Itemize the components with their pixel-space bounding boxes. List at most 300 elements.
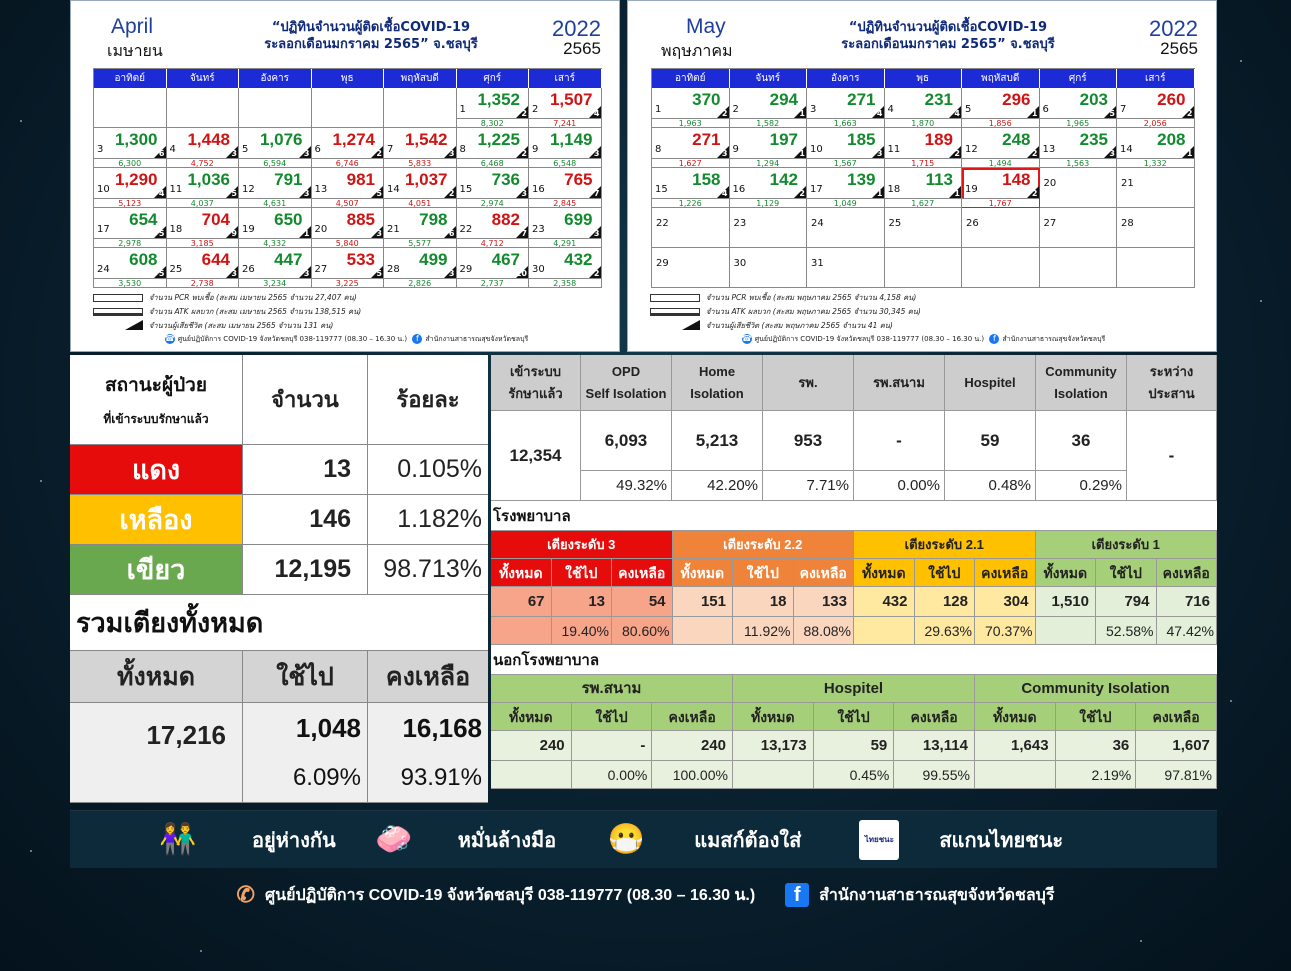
treat-percent: 42.20% xyxy=(672,471,763,501)
bed-sub-header: คงเหลือ xyxy=(1157,559,1218,587)
atk-count: 4,752 xyxy=(167,158,239,167)
treat-value: 6,093 xyxy=(581,411,672,471)
calendar-day xyxy=(652,168,730,208)
death-count: 1 xyxy=(799,109,805,118)
treat-header-line1: เข้าระบบ xyxy=(509,363,562,379)
calendar-day xyxy=(962,88,1040,128)
pcr-count: 113 xyxy=(925,170,953,189)
treat-percent: 0.29% xyxy=(1036,471,1127,501)
death-count: 4 xyxy=(954,109,960,118)
day-number: 5 xyxy=(965,104,972,115)
face-mask-icon: 😷 xyxy=(607,823,645,856)
bed-value: 54 xyxy=(612,587,673,617)
beds-header-used: ใช้ไป xyxy=(243,651,368,703)
banner-label-handwash: หมั่นล้างมือ xyxy=(457,829,557,852)
day-number: 26 xyxy=(242,264,255,275)
day-number: 3 xyxy=(810,104,817,115)
day-number: 2 xyxy=(732,104,739,115)
outside-value: 240 xyxy=(652,731,733,761)
day-number: 9 xyxy=(532,144,539,155)
treat-header-line1: ระหว่าง xyxy=(1149,363,1194,379)
death-count: 2 xyxy=(1031,149,1038,158)
status-percent: 0.105% xyxy=(368,445,488,495)
weekday-header: อังคาร xyxy=(239,69,312,88)
calendar-day xyxy=(1117,128,1195,168)
status-label: เขียว xyxy=(70,545,243,595)
atk-count: 1,715 xyxy=(885,158,962,167)
beds-header-total: ทั้งหมด xyxy=(70,651,243,703)
contact-facebook[interactable]: สำนักงานสาธารณสุขจังหวัดชลบุรี xyxy=(819,886,1055,904)
facebook-icon: f xyxy=(412,334,422,344)
calendar-day xyxy=(807,208,885,248)
pcr-count: 148 xyxy=(1002,170,1031,189)
calendar-day xyxy=(807,128,885,168)
april-calendar xyxy=(70,0,620,352)
atk-count: 2,358 xyxy=(529,278,601,287)
pcr-count: 1,076 xyxy=(259,130,303,149)
weekday-header: เสาร์ xyxy=(1117,69,1195,88)
atk-count: 1,627 xyxy=(885,198,962,207)
calendar-week xyxy=(652,88,1195,128)
pcr-count: 981 xyxy=(346,170,375,189)
atk-count: 1,963 xyxy=(652,118,729,127)
death-count: 3 xyxy=(876,149,883,158)
pcr-count: 650 xyxy=(274,210,303,229)
day-number: 10 xyxy=(810,144,823,155)
bed-sub-header: ทั้งหมด xyxy=(1036,559,1097,587)
atk-count: 1,563 xyxy=(1040,158,1117,167)
pcr-count: 1,290 xyxy=(114,170,158,189)
calendar-day xyxy=(384,208,457,248)
calendar-day xyxy=(457,208,530,248)
pcr-count: 798 xyxy=(419,210,448,229)
atk-count: 4,507 xyxy=(312,198,384,207)
outside-value: 36 xyxy=(1056,731,1137,761)
status-row xyxy=(70,445,488,495)
death-count: 3 xyxy=(1109,149,1115,158)
death-count: 1 xyxy=(303,229,310,238)
treat-percent xyxy=(1127,471,1217,501)
bed-value: 794 xyxy=(1096,587,1157,617)
treat-header xyxy=(945,355,1036,411)
death-count: 6 xyxy=(448,229,455,238)
treat-percent: 0.00% xyxy=(854,471,945,501)
atk-count: 7,241 xyxy=(529,118,601,127)
pcr-count: 467 xyxy=(491,250,520,269)
atk-count: 2,737 xyxy=(457,278,529,287)
day-number: 2 xyxy=(532,104,539,115)
treat-header-line1: Community xyxy=(1045,363,1117,379)
treat-value: 953 xyxy=(763,411,854,471)
treat-header-line2: ประสาน xyxy=(1148,385,1195,401)
calendar-day xyxy=(652,208,730,248)
phone-icon: ✆ xyxy=(236,882,255,907)
calendar-day xyxy=(384,128,457,168)
may-calendar xyxy=(627,0,1217,352)
outside-percent: 99.55% xyxy=(894,761,975,789)
death-count: 3 xyxy=(521,189,527,198)
pcr-count: 704 xyxy=(201,210,230,229)
calendar-day xyxy=(652,248,730,288)
atk-count: 2,974 xyxy=(457,198,529,207)
pcr-count: 1,352 xyxy=(477,90,520,109)
bed-sub-header: คงเหลือ xyxy=(612,559,673,587)
day-number: 23 xyxy=(532,224,545,235)
death-count: 2 xyxy=(448,189,455,198)
atk-count: 4,332 xyxy=(239,238,311,247)
death-count: 4 xyxy=(593,109,600,118)
bed-percent xyxy=(854,617,915,645)
calendar-day xyxy=(529,88,602,128)
outside-percent xyxy=(491,761,572,789)
pcr-count: 736 xyxy=(491,170,520,189)
day-number: 24 xyxy=(811,218,824,229)
pcr-count: 1,542 xyxy=(404,130,448,149)
pcr-count: 791 xyxy=(274,170,303,189)
calendar-week xyxy=(652,248,1195,288)
pcr-count: 533 xyxy=(346,250,375,269)
treat-value: 59 xyxy=(945,411,1036,471)
atk-count: 1,294 xyxy=(730,158,807,167)
atk-count: 4,631 xyxy=(239,198,311,207)
day-number: 30 xyxy=(733,258,747,269)
death-count: 10 xyxy=(515,269,527,278)
pcr-count: 271 xyxy=(692,130,721,149)
death-count: 2 xyxy=(521,109,527,118)
calendar-day xyxy=(962,168,1040,208)
patient-status-table xyxy=(70,355,488,803)
legend-atk: จำนวน ATK ผลบวก (สะสม เมษายน 2565 จำนวน 138,515 คน) xyxy=(93,306,361,318)
death-count: 3 xyxy=(448,149,455,158)
treat-header-line2: Self Isolation xyxy=(585,385,667,401)
calendar-day xyxy=(167,168,240,208)
outside-value: 1,643 xyxy=(975,731,1056,761)
calendar-week xyxy=(652,208,1195,248)
death-count: 5 xyxy=(376,269,382,278)
year: 2022 xyxy=(1149,16,1198,41)
day-number: 27 xyxy=(1043,218,1057,229)
calendar-week xyxy=(94,88,602,128)
atk-count: 6,594 xyxy=(239,158,311,167)
calendar-day xyxy=(239,128,312,168)
calendar-week xyxy=(94,208,602,248)
outside-value: 240 xyxy=(491,731,572,761)
bed-percent: 19.40% xyxy=(552,617,613,645)
day-number: 1 xyxy=(459,104,466,115)
calendar-day xyxy=(312,128,385,168)
pcr-count: 885 xyxy=(346,210,375,229)
death-count: 9 xyxy=(231,229,237,238)
bed-level-header: เตียงระดับ 3 xyxy=(491,531,673,559)
death-count: 6 xyxy=(158,149,165,158)
pcr-count: 1,036 xyxy=(187,170,230,189)
death-count: 3 xyxy=(231,149,237,158)
calendar-title: “ปฏิทินจำนวนผู้ติดเชื้อCOVID-19 ระลอกเดือนมกราคม 2565” จ.ชลบุรี xyxy=(264,20,478,52)
bed-value: 151 xyxy=(673,587,734,617)
calendar-day xyxy=(885,128,963,168)
atk-count: 5,577 xyxy=(384,238,456,247)
outside-sub-header: คงเหลือ xyxy=(894,703,975,731)
death-count: 3 xyxy=(721,149,728,158)
calendar-day xyxy=(384,248,457,288)
bed-percent: 11.92% xyxy=(733,617,794,645)
weekday-header: พุธ xyxy=(885,69,963,88)
bed-percent xyxy=(673,617,734,645)
death-count: 5 xyxy=(376,189,382,198)
death-count: 1 xyxy=(799,149,805,158)
calendar-day xyxy=(730,128,808,168)
pcr-count: 231 xyxy=(924,90,953,109)
treat-header-line2: Isolation xyxy=(1054,385,1108,401)
pcr-count: 1,448 xyxy=(187,130,230,149)
calendar-day xyxy=(384,88,457,128)
day-number: 10 xyxy=(97,184,110,195)
day-number: 15 xyxy=(459,184,473,195)
atk-count: 6,300 xyxy=(94,158,166,167)
facebook-icon[interactable]: f xyxy=(785,883,809,907)
calendar-day xyxy=(529,248,602,288)
death-count: 2 xyxy=(376,149,382,158)
treat-header xyxy=(854,355,945,411)
outside-percent: 0.00% xyxy=(572,761,653,789)
beds-remaining-value: 16,168 xyxy=(402,713,482,743)
pcr-count: 185 xyxy=(847,130,876,149)
beds-used-pct: 6.09% xyxy=(292,764,361,791)
calendar-day xyxy=(962,128,1040,168)
day-number: 27 xyxy=(314,264,328,275)
status-count: 146 xyxy=(243,495,368,545)
calendar-day xyxy=(652,128,730,168)
header-count: จำนวน xyxy=(243,355,368,445)
day-number: 23 xyxy=(733,218,747,229)
outside-group-header: รพ.สนาม xyxy=(491,675,733,703)
bed-level-header: เตียงระดับ 2.1 xyxy=(854,531,1036,559)
banner-label-mask: แมสก์ต้องใส่ xyxy=(694,829,802,852)
bed-percent: 88.08% xyxy=(794,617,855,645)
legend-pcr: จำนวน PCR พบเชื้อ (สะสม พฤษภาคม 2565 จำนวน 4,158 คน) xyxy=(650,292,916,304)
calendar-day xyxy=(529,128,602,168)
calendar-grid xyxy=(651,68,1195,288)
calendar-day xyxy=(1117,88,1195,128)
bed-sub-header: คงเหลือ xyxy=(794,559,855,587)
day-number: 14 xyxy=(387,184,400,195)
death-count: 2 xyxy=(721,109,728,118)
treat-header xyxy=(1036,355,1127,411)
outside-percent: 100.00% xyxy=(652,761,733,789)
status-row xyxy=(70,495,488,545)
social-distance-icon: 👫 xyxy=(159,823,197,856)
treat-header xyxy=(581,355,672,411)
calendar-day xyxy=(807,88,885,128)
weekday-header-row xyxy=(652,69,1195,88)
calendar-day xyxy=(312,248,385,288)
atk-count: 4,291 xyxy=(529,238,601,247)
pcr-count: 1,149 xyxy=(549,130,593,149)
contact-phone: ศูนย์ปฏิบัติการ COVID-19 จังหวัดชลบุรี 038-119777 (08.30 – 16.30 น.) xyxy=(264,886,756,904)
death-count: 1 xyxy=(1031,109,1038,118)
outside-sub-header: ทั้งหมด xyxy=(491,703,572,731)
year: 2022 xyxy=(552,16,601,41)
atk-count: 1,870 xyxy=(885,118,962,127)
calendar-day xyxy=(312,208,385,248)
treat-percent: 7.71% xyxy=(763,471,854,501)
treat-header-line2: รักษาแล้ว xyxy=(508,385,563,401)
day-number: 9 xyxy=(732,144,739,155)
pcr-count: 296 xyxy=(1002,90,1031,109)
outside-sub-header: ใช้ไป xyxy=(1056,703,1137,731)
calendar-day xyxy=(652,88,730,128)
bed-percent: 47.42% xyxy=(1157,617,1218,645)
pcr-count: 1,507 xyxy=(549,90,593,109)
calendar-day xyxy=(167,248,240,288)
treat-header-line2: Isolation xyxy=(690,385,744,401)
bed-value: 18 xyxy=(733,587,794,617)
atk-count: 6,746 xyxy=(312,158,384,167)
treat-header xyxy=(491,355,581,411)
calendar-day xyxy=(94,248,167,288)
day-number: 11 xyxy=(887,144,901,155)
day-number: 8 xyxy=(655,144,662,155)
status-label: แดง xyxy=(70,445,243,495)
bed-sub-header: ใช้ไป xyxy=(552,559,613,587)
atk-count: 1,226 xyxy=(652,198,729,207)
atk-count: 5,833 xyxy=(384,158,456,167)
beds-total-value: 17,216 xyxy=(146,720,226,750)
pcr-count: 260 xyxy=(1157,90,1186,109)
death-count: 4 xyxy=(876,109,883,118)
day-number: 11 xyxy=(169,184,183,195)
pcr-count: 432 xyxy=(564,250,593,269)
treat-percent: 0.48% xyxy=(945,471,1036,501)
day-number: 4 xyxy=(169,144,176,155)
calendar-day xyxy=(730,168,808,208)
atk-count: 6,548 xyxy=(529,158,601,167)
month-name: May xyxy=(686,15,726,38)
death-count: 3 xyxy=(231,269,237,278)
outside-group-header: Community Isolation xyxy=(975,675,1217,703)
pcr-count: 158 xyxy=(692,170,721,189)
atk-count: 5,123 xyxy=(94,198,166,207)
death-count: 2 xyxy=(799,189,805,198)
month-name-thai: พฤษภาคม xyxy=(661,43,733,60)
atk-count: 2,738 xyxy=(167,278,239,287)
calendar-day xyxy=(807,168,885,208)
death-count: 2 xyxy=(954,149,960,158)
total-beds-title: รวมเตียงทั้งหมด xyxy=(70,595,488,651)
header-patient-status: สถานะผู้ป่วย ที่เข้าระบบรักษาแล้ว xyxy=(70,355,243,445)
treat-header-line1: Hospitel xyxy=(964,374,1016,390)
calendar-day xyxy=(885,248,963,288)
day-number: 20 xyxy=(314,224,328,235)
death-count: 2 xyxy=(521,149,527,158)
day-number: 1 xyxy=(655,104,662,115)
calendar-day xyxy=(312,168,385,208)
treat-percent xyxy=(491,471,581,501)
bed-sub-header: ใช้ไป xyxy=(1096,559,1157,587)
calendar-week xyxy=(652,128,1195,168)
treat-header xyxy=(763,355,854,411)
calendar-day xyxy=(239,168,312,208)
outside-group-header: Hospitel xyxy=(733,675,975,703)
hospital-section-title: โรงพยาบาล xyxy=(491,501,1217,531)
calendar-day xyxy=(1117,208,1195,248)
calendar-header xyxy=(71,1,619,65)
death-count: 5 xyxy=(158,229,165,238)
day-number: 21 xyxy=(1121,178,1134,189)
atk-count: 5,840 xyxy=(312,238,384,247)
pcr-count: 235 xyxy=(1079,130,1108,149)
atk-count: 1,965 xyxy=(1040,118,1117,127)
bed-level-header: เตียงระดับ 1 xyxy=(1036,531,1218,559)
day-number: 29 xyxy=(656,258,669,269)
pcr-count: 203 xyxy=(1079,90,1108,109)
weekday-header: จันทร์ xyxy=(167,69,240,88)
outside-value: 13,173 xyxy=(733,731,814,761)
atk-count: 2,845 xyxy=(529,198,601,207)
bed-sub-header: ทั้งหมด xyxy=(673,559,734,587)
death-count: 1 xyxy=(1186,149,1193,158)
bed-value: 432 xyxy=(854,587,915,617)
year-thai: 2565 xyxy=(563,39,601,58)
beds-remaining-pct: 93.91% xyxy=(400,764,482,791)
bed-sub-header: คงเหลือ xyxy=(975,559,1036,587)
day-number: 28 xyxy=(1121,218,1134,229)
year-thai: 2565 xyxy=(1160,39,1198,58)
hand-wash-icon: 🧼 xyxy=(375,823,413,856)
calendar-day xyxy=(239,248,312,288)
calendar-day xyxy=(885,88,963,128)
bed-level-header: เตียงระดับ 2.2 xyxy=(673,531,855,559)
death-count: 7 xyxy=(521,229,527,238)
calendar-day xyxy=(94,128,167,168)
atk-count: 3,225 xyxy=(312,278,384,287)
day-number: 26 xyxy=(966,218,979,229)
treat-percent: 49.32% xyxy=(581,471,672,501)
atk-count: 1,663 xyxy=(807,118,884,127)
pcr-count: 1,274 xyxy=(332,130,375,149)
day-number: 25 xyxy=(888,218,902,229)
pcr-count: 654 xyxy=(129,210,158,229)
day-number: 8 xyxy=(459,144,466,155)
treat-header xyxy=(672,355,763,411)
calendar-day xyxy=(457,248,530,288)
month-name: April xyxy=(111,15,154,38)
day-number: 31 xyxy=(811,258,824,269)
day-number: 28 xyxy=(387,264,400,275)
pcr-count: 447 xyxy=(274,250,303,269)
day-number: 4 xyxy=(887,104,894,115)
calendar-day xyxy=(1040,168,1118,208)
month-name-thai: เมษายน xyxy=(107,43,163,60)
treat-value: - xyxy=(1127,411,1217,471)
legend-pcr: จำนวน PCR พบเชื้อ (สะสม เมษายน 2565 จำนวน 27,407 คน) xyxy=(93,292,357,304)
death-count: 2 xyxy=(593,269,600,278)
calendar-footer: ☎ ศูนย์ปฏิบัติการ COVID-19 จังหวัดชลบุรี 038-119777 (08.30 – 16.30 น.) f สำนักงานสาธารณสุขจังหวัดชลบุรี xyxy=(164,334,529,343)
day-number: 13 xyxy=(1042,144,1056,155)
atk-count: 3,234 xyxy=(239,278,311,287)
bed-value: 304 xyxy=(975,587,1036,617)
status-row xyxy=(70,545,488,595)
bed-value: 1,510 xyxy=(1036,587,1097,617)
pcr-count: 189 xyxy=(924,130,953,149)
outside-percent: 0.45% xyxy=(814,761,895,789)
outside-sub-header: ทั้งหมด xyxy=(733,703,814,731)
weekday-header: อาทิตย์ xyxy=(94,69,167,88)
phone-icon: ☎ xyxy=(164,334,175,343)
pcr-count: 197 xyxy=(769,130,798,149)
atk-count: 2,826 xyxy=(384,278,456,287)
calendar-day xyxy=(730,248,808,288)
